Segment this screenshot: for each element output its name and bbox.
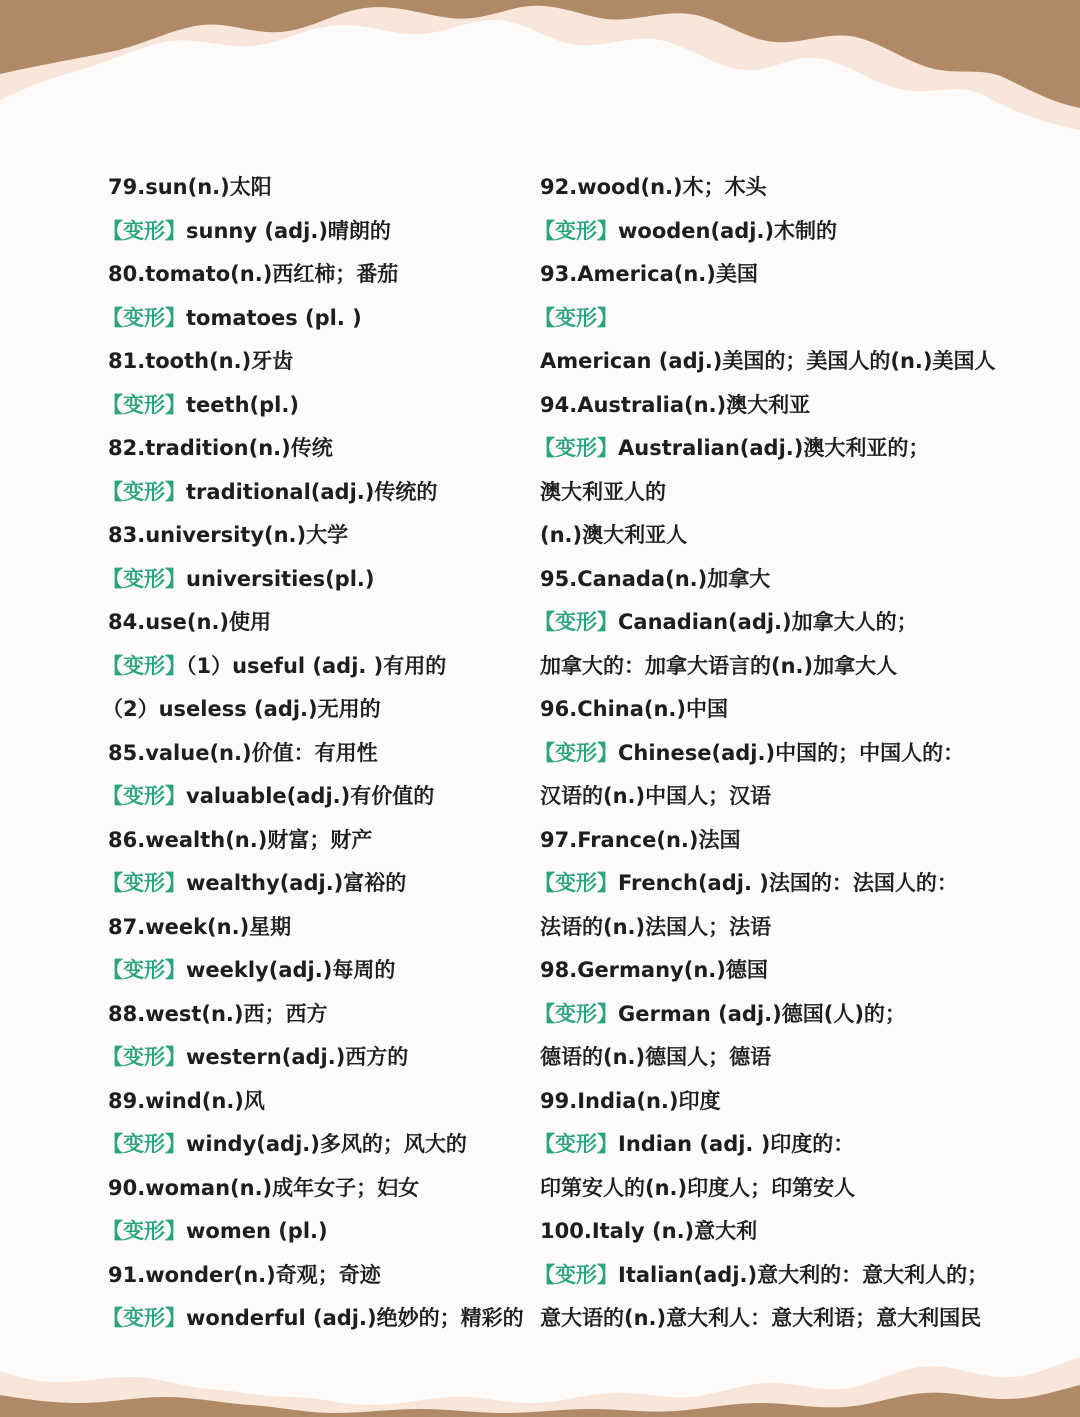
vocab-line <box>540 1210 1010 1254</box>
vocab-line <box>534 1123 1010 1167</box>
vocab-text: 99.India(n.)印度 <box>540 1088 721 1113</box>
vocab-text: universities(pl.) <box>186 566 375 591</box>
vocab-text: American (adj.)美国的；美国人的(n.)美国人 <box>540 349 996 373</box>
vocab-text: 93.America(n.)美国 <box>540 262 758 286</box>
vocab-text: weekly(adj.)每周的 <box>186 958 396 982</box>
vocab-line <box>102 775 533 819</box>
variant-tag: 【变形】 <box>102 1132 186 1156</box>
vocab-text: 95.Canada(n.)加拿大 <box>540 566 771 591</box>
vocab-text: 澳大利亚人的 <box>540 479 666 504</box>
vocab-text: 79.sun(n.)太阳 <box>108 175 272 199</box>
variant-tag: 【变形】 <box>102 1045 186 1069</box>
variant-tag: 【变形】 <box>102 392 186 417</box>
vocab-line <box>540 253 1010 297</box>
vocab-line <box>102 297 533 341</box>
vocab-line <box>534 210 1010 254</box>
vocab-line <box>540 688 1010 732</box>
vocab-text: Chinese(adj.)中国的；中国人的： <box>618 740 965 765</box>
variant-tag: 【变形】 <box>102 871 186 895</box>
vocab-text: 87.week(n.)星期 <box>108 914 292 939</box>
vocab-text: wealthy(adj.)富裕的 <box>186 871 407 895</box>
vocab-line <box>102 949 533 993</box>
vocab-text: German (adj.)德国(人)的； <box>618 1001 906 1026</box>
vocab-line <box>108 253 533 297</box>
left-column <box>102 166 533 1341</box>
top-wave-decoration <box>0 0 1080 140</box>
vocab-line <box>540 645 1010 689</box>
vocab-text: Italian(adj.)意大利的：意大利人的； <box>618 1262 989 1287</box>
variant-tag: 【变形】 <box>102 1219 186 1243</box>
vocab-line <box>540 340 1010 384</box>
vocab-line <box>540 1167 1010 1211</box>
variant-tag: 【变形】 <box>102 566 186 591</box>
vocab-line <box>534 1254 1010 1298</box>
vocab-line <box>534 427 1010 471</box>
variant-tag: 【变形】 <box>102 479 186 504</box>
vocab-line <box>108 1080 533 1124</box>
vocab-line <box>102 645 533 689</box>
vocab-line <box>102 558 533 602</box>
vocab-line <box>540 1080 1010 1124</box>
vocab-line <box>540 1297 1010 1341</box>
vocab-text: 加拿大的：加拿大语言的(n.)加拿大人 <box>540 653 898 678</box>
vocab-text: 83.university(n.)大学 <box>108 523 349 547</box>
vocab-text: 88.west(n.)西；西方 <box>108 1001 328 1026</box>
variant-tag: 【变形】 <box>102 305 186 330</box>
vocab-line <box>534 601 1010 645</box>
vocab-line <box>102 688 533 732</box>
vocab-line <box>540 384 1010 428</box>
variant-tag: 【变形】 <box>102 218 186 243</box>
vocab-line <box>102 862 533 906</box>
vocab-line <box>108 514 533 558</box>
variant-tag: 【变形】 <box>534 740 618 765</box>
vocab-line <box>102 1210 533 1254</box>
vocab-text: 89.wind(n.)风 <box>108 1088 265 1113</box>
vocab-line <box>108 166 533 210</box>
vocab-text: 法语的(n.)法国人；法语 <box>540 914 772 939</box>
vocab-text: French(adj. )法国的：法国人的： <box>618 871 958 895</box>
vocab-line <box>102 384 533 428</box>
variant-tag: 【变形】 <box>534 218 618 243</box>
vocab-text: 81.tooth(n.)牙齿 <box>108 349 294 373</box>
variant-tag: 【变形】 <box>102 784 186 808</box>
vocab-text: 100.Italy (n.)意大利 <box>540 1219 758 1243</box>
vocab-text: 96.China(n.)中国 <box>540 697 729 721</box>
vocab-text: windy(adj.)多风的；风大的 <box>186 1132 467 1156</box>
vocab-line <box>534 993 1010 1037</box>
vocab-line <box>534 732 1010 776</box>
variant-tag: 【变形】 <box>102 1306 186 1330</box>
vocab-line <box>108 732 533 776</box>
vocab-line <box>108 601 533 645</box>
vocab-line <box>108 1254 533 1298</box>
vocab-line <box>108 993 533 1037</box>
vocab-line <box>534 862 1010 906</box>
vocab-text: 98.Germany(n.)德国 <box>540 958 768 982</box>
vocab-text: （1）useful (adj. )有用的 <box>186 653 447 678</box>
vocab-text: 86.wealth(n.)财富；财产 <box>108 827 373 852</box>
vocab-line <box>102 210 533 254</box>
vocab-line <box>540 1036 1010 1080</box>
vocab-line <box>540 775 1010 819</box>
variant-tag: 【变形】 <box>534 1132 618 1156</box>
variant-tag: 【变形】 <box>534 436 618 460</box>
vocab-text: 82.tradition(n.)传统 <box>108 436 333 460</box>
variant-tag: 【变形】 <box>102 653 186 678</box>
vocab-text: 汉语的(n.)中国人；汉语 <box>540 784 772 808</box>
vocab-text: 97.France(n.)法国 <box>540 827 741 852</box>
vocab-line <box>540 906 1010 950</box>
vocab-text: traditional(adj.)传统的 <box>186 479 438 504</box>
variant-tag: 【变形】 <box>102 958 186 982</box>
vocab-text: 80.tomato(n.)西红柿；番茄 <box>108 262 399 286</box>
vocab-text: 意大语的(n.)意大利人：意大利语；意大利国民 <box>540 1306 982 1330</box>
vocab-line <box>102 1036 533 1080</box>
bottom-wave-decoration <box>0 1337 1080 1417</box>
vocab-text: 91.wonder(n.)奇观；奇迹 <box>108 1262 381 1287</box>
variant-tag: 【变形】 <box>534 1262 618 1287</box>
vocab-text: Australian(adj.)澳大利亚的； <box>618 436 930 460</box>
vocab-line <box>540 471 1010 515</box>
vocab-text: Indian (adj. )印度的： <box>618 1132 855 1156</box>
variant-tag: 【变形】 <box>534 305 618 330</box>
vocab-text: wooden(adj.)木制的 <box>618 218 838 243</box>
vocab-text: Canadian(adj.)加拿大人的； <box>618 610 918 634</box>
vocab-text: valuable(adj.)有价值的 <box>186 784 435 808</box>
vocab-line <box>534 297 1010 341</box>
vocab-text: western(adj.)西方的 <box>186 1045 409 1069</box>
vocab-text: wonderful (adj.)绝妙的；精彩的 <box>186 1306 524 1330</box>
vocab-line <box>108 340 533 384</box>
vocab-line <box>108 427 533 471</box>
vocab-text: （2）useless (adj.)无用的 <box>102 697 381 721</box>
vocab-line <box>108 906 533 950</box>
vocab-text: tomatoes (pl. ) <box>186 305 362 330</box>
vocab-text: 94.Australia(n.)澳大利亚 <box>540 392 811 417</box>
vocab-line <box>102 471 533 515</box>
vocab-text: 92.wood(n.)木；木头 <box>540 175 767 199</box>
vocab-line <box>540 558 1010 602</box>
vocab-line <box>540 166 1010 210</box>
vocab-text: women (pl.) <box>186 1219 328 1243</box>
vocab-text: sunny (adj.)晴朗的 <box>186 218 391 243</box>
vocab-line <box>108 1167 533 1211</box>
vocab-text: 90.woman(n.)成年女子；妇女 <box>108 1175 420 1200</box>
vocab-line <box>540 949 1010 993</box>
vocab-text: (n.)澳大利亚人 <box>540 523 688 547</box>
variant-tag: 【变形】 <box>534 1001 618 1026</box>
vocab-text: teeth(pl.) <box>186 392 299 417</box>
vocab-line <box>108 819 533 863</box>
vocab-line <box>540 819 1010 863</box>
right-column <box>534 166 1010 1341</box>
vocab-text: 84.use(n.)使用 <box>108 610 272 634</box>
vocab-line <box>102 1123 533 1167</box>
vocab-text: 印第安人的(n.)印度人；印第安人 <box>540 1175 856 1200</box>
vocab-text: 85.value(n.)价值：有用性 <box>108 740 378 765</box>
vocab-text: 德语的(n.)德国人；德语 <box>540 1045 772 1069</box>
variant-tag: 【变形】 <box>534 610 618 634</box>
vocab-line <box>540 514 1010 558</box>
variant-tag: 【变形】 <box>534 871 618 895</box>
vocab-line <box>102 1297 533 1341</box>
